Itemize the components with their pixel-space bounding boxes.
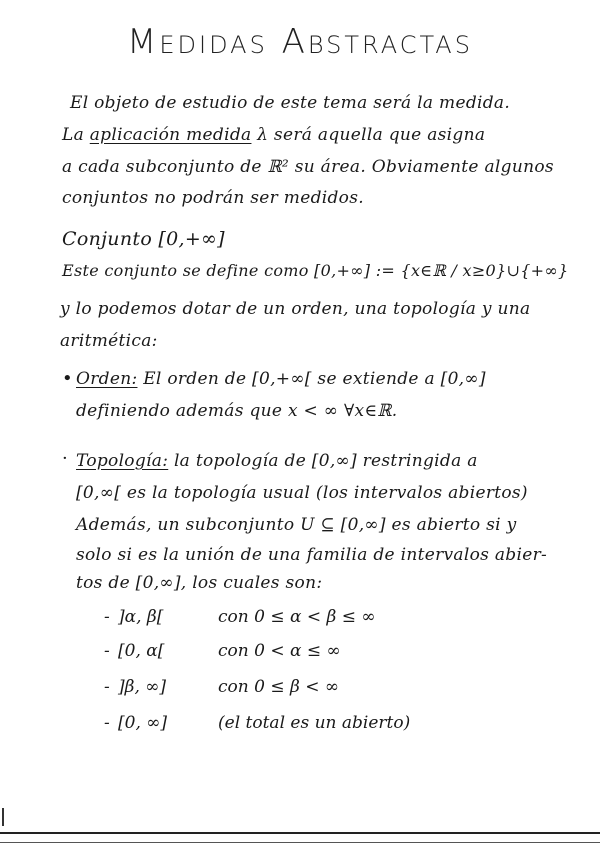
topologia-label: Topología: <box>76 451 169 471</box>
topologia-line-5: tos de [0,∞], los cuales son: <box>76 573 323 593</box>
intro-line-3: a cada subconjunto de ℝ² su área. Obviamente algunos <box>62 157 554 177</box>
section-line-2: y lo podemos dotar de un orden, una topología y una <box>60 299 531 319</box>
interval-item <box>104 606 376 628</box>
topologia-bullet: · <box>62 448 68 469</box>
orden-line-2: definiendo además que x < ∞ ∀x∈ℝ. <box>76 401 398 421</box>
section-line-3: aritmética: <box>60 331 158 351</box>
orden-line-1-text: El orden de [0,+∞[ se extiende a [0,∞] <box>137 369 486 389</box>
interval-condition: con 0 ≤ β < ∞ <box>218 677 340 697</box>
orden-bullet: • <box>62 368 73 389</box>
interval-dash: - <box>104 677 110 697</box>
topologia-line-1-text: la topología de [0,∞] restringida a <box>168 451 478 471</box>
orden-line-1 <box>76 368 486 390</box>
intro-line-2-start: La <box>62 125 90 145</box>
topologia-line-4: solo si es la unión de una familia de intervalos abier- <box>76 545 548 565</box>
page-bottom-edge <box>0 832 600 834</box>
topologia-line-3: Además, un subconjunto U ⊆ [0,∞] es abierto si y <box>76 515 517 535</box>
aplicacion-medida-term: aplicación medida <box>89 125 252 145</box>
orden-label: Orden: <box>76 369 138 389</box>
intro-line-2-end: λ será aquella que asigna <box>251 125 486 145</box>
intro-line-1: El objeto de estudio de este tema será la medida. <box>70 93 511 113</box>
topologia-line-1 <box>76 450 478 472</box>
topologia-line-2: [0,∞[ es la topología usual (los intervalos abiertos) <box>76 483 528 503</box>
interval-condition: con 0 < α ≤ ∞ <box>218 641 341 661</box>
interval-expression: ]α, β[ <box>118 607 164 627</box>
interval-expression: [0, α[ <box>118 641 165 661</box>
interval-dash: - <box>104 607 110 627</box>
page-title: Medidas Abstractas <box>127 22 473 62</box>
section-line-1: Este conjunto se define como [0,+∞] := {x∈ℝ / x≥0}∪{+∞} <box>62 261 569 280</box>
interval-expression: ]β, ∞] <box>118 677 167 697</box>
margin-mark <box>2 808 4 826</box>
interval-expression: [0, ∞] <box>118 713 168 733</box>
page-bottom-edge-shadow <box>0 842 600 843</box>
intro-line-2 <box>62 124 485 146</box>
interval-condition: con 0 ≤ α < β ≤ ∞ <box>218 607 376 627</box>
interval-item <box>104 640 341 662</box>
section-heading: Conjunto [0,+∞] <box>62 228 225 250</box>
interval-dash: - <box>104 713 110 733</box>
interval-item <box>104 712 410 734</box>
interval-condition: (el total es un abierto) <box>218 713 411 733</box>
interval-dash: - <box>104 641 110 661</box>
intro-line-4: conjuntos no podrán ser medidos. <box>62 188 364 208</box>
interval-item <box>104 676 339 698</box>
